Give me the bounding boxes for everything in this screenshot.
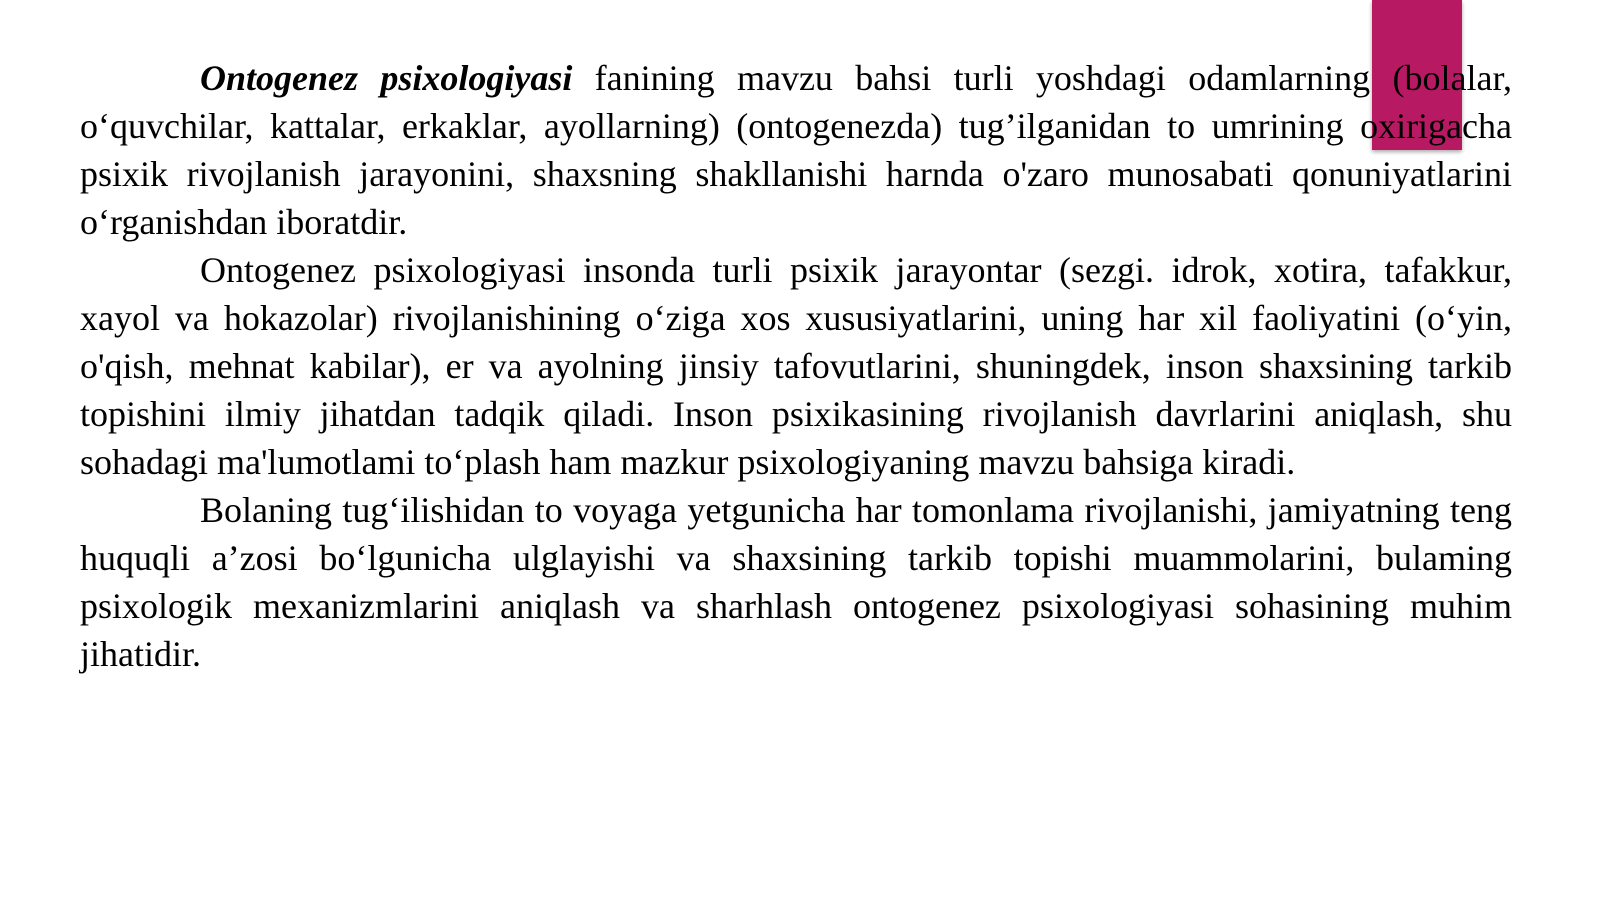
paragraph-1-text: fanining mavzu bahsi turli yoshdagi odamlarning (bolalar, o‘quvchilar, kattalar, erkaklar, ayollarning) (ontogenezda) tug’ilganidan to umrining oxirigacha psixik rivojlanish jarayonini, shaxsning shakllanishi harnda o'zaro munosabati qonuniyatlarini o‘rganishdan iboratdir. <box>80 58 1512 242</box>
paragraph-2: Ontogenez psixologiyasi insonda turli psixik jarayontar (sezgi. idrok, xotira, tafakkur, xayol va hokazolar) rivojlanishining o‘ziga xos xususiyatlarini, uning har xil faoliyatini (o‘yin, o'qish, mehnat kabilar), er va ayolning jinsiy tafovutlarini, shuningdek, inson shaxsining tarkib topishini ilmiy jihatdan tadqik qiladi. Inson psixikasining rivojlanish davrlarini aniqlash, shu sohadagi ma'lumotlami to‘plash ham mazkur psixologiyaning mavzu bahsiga kiradi. <box>80 250 1512 482</box>
lead-term: Ontogenez psixologiyasi <box>200 58 573 98</box>
paragraph-3: Bolaning tug‘ilishidan to voyaga yetgunicha har tomonlama rivojlanishi, jamiyatning teng huquqli a’zosi bo‘lgunicha ulglayishi va shaxsining tarkib topishi muammolarini, bulaming psixologik mexanizmlarini aniqlash va sharhlash ontogenez psixologiyasi sohasining muhim jihatidir. <box>80 490 1512 674</box>
slide-text-body <box>80 54 1512 678</box>
paragraph-1 <box>80 54 1512 246</box>
